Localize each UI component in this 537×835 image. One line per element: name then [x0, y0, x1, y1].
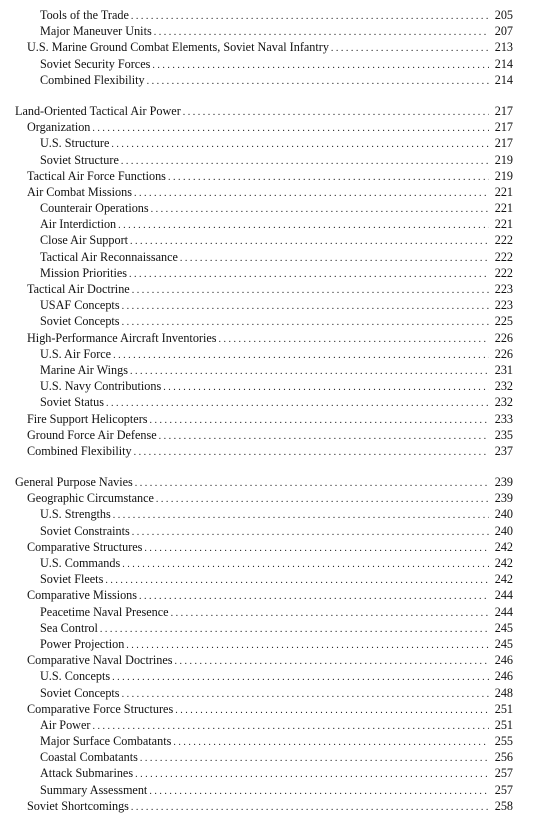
- entry-page-number: 251: [494, 717, 513, 732]
- entry-title: U.S. Air Force: [40, 346, 112, 361]
- entry-title: Soviet Concepts: [40, 685, 120, 700]
- toc-entry[interactable]: [0, 103, 537, 119]
- entry-page-number: 232: [494, 379, 513, 394]
- entry-page-number: 222: [494, 249, 513, 264]
- toc-entry[interactable]: [0, 7, 537, 23]
- entry-title: Air Combat Missions: [27, 184, 132, 199]
- entry-title: U.S. Strengths: [40, 507, 111, 522]
- dot-leader: [134, 443, 489, 461]
- toc-entry[interactable]: [0, 685, 537, 701]
- entry-page-number: 217: [494, 136, 513, 151]
- toc-entry[interactable]: [0, 411, 537, 427]
- toc-entry[interactable]: [0, 701, 537, 717]
- toc-entry[interactable]: [0, 232, 537, 248]
- toc-entry[interactable]: [0, 798, 537, 814]
- entry-page-number: 242: [494, 572, 513, 587]
- toc-entry[interactable]: [0, 539, 537, 555]
- entry-page-number: 222: [494, 233, 513, 248]
- entry-page-number: 258: [494, 798, 513, 813]
- entry-title: Comparative Force Structures: [27, 701, 174, 716]
- entry-page-number: 222: [494, 265, 513, 280]
- toc-entry[interactable]: [0, 281, 537, 297]
- toc-entry[interactable]: [0, 782, 537, 798]
- toc-entry[interactable]: [0, 571, 537, 587]
- dot-leader: [147, 72, 489, 90]
- entry-title: Organization: [27, 120, 91, 135]
- entry-title: High-Performance Aircraft Inventories: [27, 330, 217, 345]
- toc-entry[interactable]: [0, 313, 537, 329]
- entry-page-number: 239: [494, 475, 513, 490]
- entry-title: Land-Oriented Tactical Air Power: [15, 103, 181, 118]
- entry-title: Mission Priorities: [40, 265, 128, 280]
- entry-title: Power Projection: [40, 636, 125, 651]
- entry-page-number: 221: [494, 184, 513, 199]
- entry-title: Coastal Combatants: [40, 750, 138, 765]
- toc-entry[interactable]: [0, 362, 537, 378]
- entry-title: Close Air Support: [40, 233, 129, 248]
- entry-page-number: 244: [494, 604, 513, 619]
- entry-page-number: 226: [494, 346, 513, 361]
- toc-entry[interactable]: [0, 216, 537, 232]
- toc-entry[interactable]: [0, 717, 537, 733]
- entry-title: Geographic Circumstance: [27, 491, 154, 506]
- toc-entry[interactable]: [0, 152, 537, 168]
- toc-entry[interactable]: [0, 523, 537, 539]
- entry-title: Peacetime Naval Presence: [40, 604, 169, 619]
- toc-entry[interactable]: [0, 636, 537, 652]
- toc-entry[interactable]: [0, 135, 537, 151]
- toc-entry[interactable]: [0, 330, 537, 346]
- entry-title: Tactical Air Doctrine: [27, 282, 130, 296]
- entry-title: Soviet Concepts: [40, 314, 120, 329]
- entry-page-number: 244: [494, 588, 513, 603]
- entry-page-number: 240: [494, 507, 513, 522]
- toc-entry[interactable]: [0, 394, 537, 410]
- toc-entry[interactable]: [0, 604, 537, 620]
- entry-page-number: 235: [494, 427, 513, 442]
- entry-title: U.S. Commands: [40, 556, 121, 570]
- entry-page-number: 257: [494, 766, 513, 781]
- entry-page-number: 245: [494, 636, 513, 651]
- toc-entry[interactable]: [0, 555, 537, 571]
- entry-page-number: 256: [494, 750, 513, 765]
- entry-title: Counterair Operations: [40, 201, 149, 216]
- toc-entry[interactable]: [0, 56, 537, 72]
- entry-title: Tools of the Trade: [40, 8, 129, 22]
- entry-title: Marine Air Wings: [40, 362, 128, 377]
- entry-title: General Purpose Navies: [15, 475, 133, 490]
- entry-page-number: 225: [494, 314, 513, 329]
- entry-title: Soviet Fleets: [40, 572, 104, 587]
- entry-page-number: 240: [494, 523, 513, 538]
- toc-entry[interactable]: [0, 668, 537, 684]
- dot-leader: [131, 798, 489, 816]
- entry-title: Summary Assessment: [40, 782, 148, 797]
- toc-entry[interactable]: [0, 249, 537, 265]
- entry-title: Major Maneuver Units: [40, 24, 152, 39]
- entry-title: Tactical Air Force Functions: [27, 168, 166, 183]
- entry-title: Ground Force Air Defense: [27, 427, 157, 442]
- entry-page-number: 214: [494, 56, 513, 71]
- toc-section: [0, 7, 537, 88]
- entry-title: Comparative Naval Doctrines: [27, 653, 173, 668]
- entry-page-number: 246: [494, 653, 513, 668]
- entry-page-number: 207: [494, 24, 513, 39]
- toc-entry[interactable]: [0, 39, 537, 55]
- entry-title: Fire Support Helicopters: [27, 411, 148, 426]
- entry-page-number: 219: [494, 168, 513, 183]
- entry-title: Air Interdiction: [40, 217, 117, 232]
- toc-entry[interactable]: [0, 23, 537, 39]
- toc-entry[interactable]: [0, 506, 537, 522]
- entry-page-number: 255: [494, 734, 513, 749]
- toc-entry[interactable]: [0, 490, 537, 506]
- toc-entry[interactable]: [0, 443, 537, 459]
- entry-title: Tactical Air Reconnaissance: [40, 249, 178, 264]
- entry-title: Comparative Structures: [27, 539, 143, 554]
- entry-title: USAF Concepts: [40, 298, 120, 313]
- entry-page-number: 248: [494, 685, 513, 700]
- entry-page-number: 242: [494, 539, 513, 554]
- toc-entry[interactable]: [0, 733, 537, 749]
- entry-title: Soviet Status: [40, 395, 104, 410]
- entry-title: Combined Flexibility: [27, 443, 132, 458]
- entry-title: U.S. Concepts: [40, 669, 111, 684]
- entry-page-number: 242: [494, 556, 513, 570]
- entry-page-number: 217: [494, 103, 513, 118]
- entry-page-number: 233: [494, 411, 513, 426]
- entry-page-number: 246: [494, 669, 513, 684]
- toc-entry[interactable]: [0, 184, 537, 200]
- toc-entry[interactable]: [0, 765, 537, 781]
- entry-page-number: 214: [494, 72, 513, 87]
- entry-page-number: 226: [494, 330, 513, 345]
- entry-page-number: 205: [494, 8, 513, 22]
- toc-entry[interactable]: [0, 749, 537, 765]
- toc-entry[interactable]: [0, 119, 537, 135]
- entry-page-number: 239: [494, 491, 513, 506]
- entry-page-number: 245: [494, 620, 513, 635]
- entry-title: Combined Flexibility: [40, 72, 145, 87]
- entry-page-number: 251: [494, 701, 513, 716]
- entry-title: Soviet Structure: [40, 152, 119, 167]
- toc-section: [0, 474, 537, 814]
- entry-page-number: 219: [494, 152, 513, 167]
- entry-page-number: 217: [494, 120, 513, 135]
- toc-entry[interactable]: [0, 265, 537, 281]
- entry-title: Soviet Security Forces: [40, 56, 151, 71]
- entry-page-number: 257: [494, 782, 513, 797]
- toc-entry[interactable]: [0, 297, 537, 313]
- entry-title: U.S. Structure: [40, 136, 110, 151]
- entry-title: U.S. Marine Ground Combat Elements, Soviet Naval Infantry: [27, 40, 329, 55]
- entry-title: Air Power: [40, 717, 91, 732]
- entry-page-number: 231: [494, 362, 513, 377]
- toc-entry[interactable]: [0, 587, 537, 603]
- toc-entry[interactable]: [0, 346, 537, 362]
- entry-page-number: 213: [494, 40, 513, 55]
- entry-page-number: 237: [494, 443, 513, 458]
- toc-entry[interactable]: [0, 168, 537, 184]
- toc-entry[interactable]: [0, 427, 537, 443]
- toc-entry[interactable]: [0, 620, 537, 636]
- toc-entry[interactable]: [0, 652, 537, 668]
- section-gap: [0, 88, 537, 103]
- entry-title: Sea Control: [40, 620, 98, 635]
- toc-entry[interactable]: [0, 72, 537, 88]
- toc-entry[interactable]: [0, 200, 537, 216]
- entry-title: Soviet Constraints: [40, 523, 130, 538]
- entry-page-number: 223: [494, 298, 513, 313]
- entry-page-number: 221: [494, 201, 513, 216]
- table-of-contents: [0, 7, 537, 814]
- entry-page-number: 221: [494, 217, 513, 232]
- entry-title: Comparative Missions: [27, 588, 138, 603]
- entry-page-number: 232: [494, 395, 513, 410]
- entry-title: Soviet Shortcomings: [27, 798, 129, 813]
- entry-page-number: 223: [494, 282, 513, 296]
- section-gap: [0, 459, 537, 474]
- toc-entry[interactable]: [0, 474, 537, 490]
- entry-title: U.S. Navy Contributions: [40, 379, 162, 394]
- toc-section: [0, 103, 537, 459]
- toc-entry[interactable]: [0, 378, 537, 394]
- entry-title: Major Surface Combatants: [40, 734, 172, 749]
- entry-title: Attack Submarines: [40, 766, 134, 781]
